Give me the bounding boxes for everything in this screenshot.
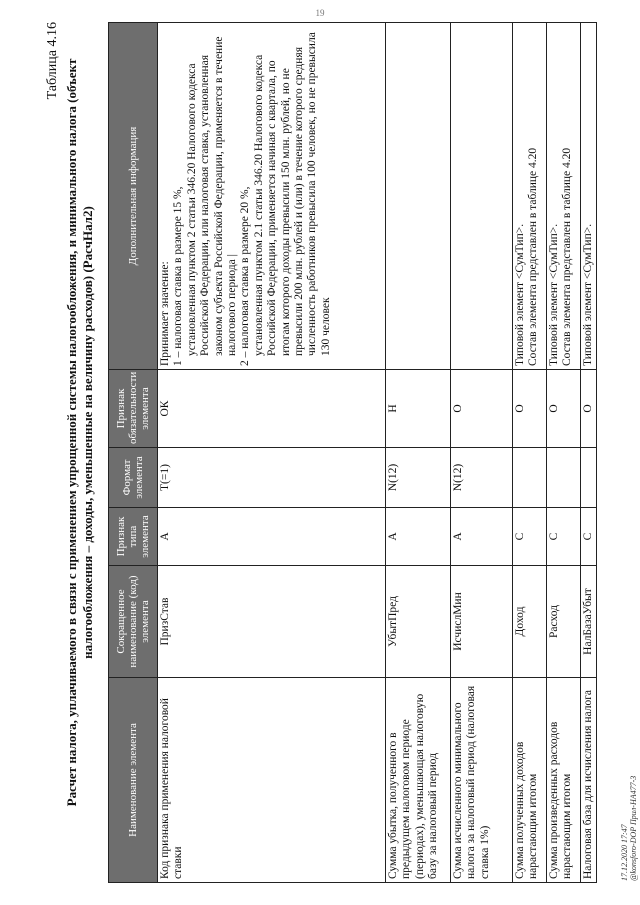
page-number: 19 — [315, 8, 325, 18]
cell-type: А — [386, 508, 451, 566]
cell-required: Н — [386, 370, 451, 448]
cell-type: С — [581, 508, 597, 566]
cell-info — [581, 23, 597, 370]
header-required: Признак обязательности элемента — [109, 370, 158, 448]
cell-code: ПризСтав — [158, 566, 386, 678]
table-title: Расчет налога, уплачиваемого в связи с применением упрощенной системы налогообложения, и минимального налога (объект налогообложения – доходы, уменьшенные на величину расходов) (РасчНал2) — [64, 58, 95, 807]
cell-code: ИсчислМин — [451, 566, 513, 678]
info-line: Состав элемента представлен в таблице 4.20 — [527, 147, 540, 366]
header-code: Сокращенное наименование (код) элемента — [109, 566, 158, 678]
cell-format — [547, 448, 581, 508]
cell-required: О — [581, 370, 597, 448]
cell-code: Доход — [513, 566, 547, 678]
table-row — [386, 23, 451, 883]
cell-info — [513, 23, 547, 370]
cell-type: С — [513, 508, 547, 566]
table-row — [451, 23, 513, 883]
table-row — [158, 23, 386, 883]
cell-name: Сумма исчисленного минимального налога за налоговый период (налоговая ставка 1%) — [451, 678, 513, 883]
cell-info — [386, 23, 451, 370]
cell-required: ОК — [158, 370, 386, 448]
cell-name: Сумма произведенных расходов нарастающим итогом — [547, 678, 581, 883]
footer-stamp: @konsforo-DOP Прил-НА477-3 — [629, 775, 638, 881]
cell-name: Код признака применения налоговой ставки — [158, 678, 386, 883]
cell-info — [158, 23, 386, 370]
table-row — [547, 23, 581, 883]
cell-type: А — [158, 508, 386, 566]
cell-format: T(=1) — [158, 448, 386, 508]
cell-code: Расход — [547, 566, 581, 678]
table-row — [581, 23, 597, 883]
info-line: Типовой элемент <СумТип>. — [548, 223, 560, 366]
cell-required: О — [451, 370, 513, 448]
info-line: Типовой элемент <СумТип>. — [514, 223, 526, 366]
table-number: Таблица 4.16 — [45, 22, 60, 100]
cell-format — [581, 448, 597, 508]
cell-info — [547, 23, 581, 370]
header-format: Формат элемента — [109, 448, 158, 508]
cell-name: Сумма убытка, полученного в предыдущем налоговом периоде (периодах), уменьшающая налоговую базу за налоговый период — [386, 678, 451, 883]
cell-info — [451, 23, 513, 370]
header-name: Наименование элемента — [109, 678, 158, 883]
footer-timestamp: 17.12.2020 17:47 — [620, 824, 629, 881]
info-line: 2 – налоговая ставка в размере 20 %, — [239, 186, 252, 366]
cell-format — [513, 448, 547, 508]
cell-format: N(12) — [451, 448, 513, 508]
cell-name: Налоговая база для исчисления налога — [581, 678, 597, 883]
cell-code: УбытПред — [386, 566, 451, 678]
info-line: 1 – налоговая ставка в размере 15 %, — [172, 186, 185, 366]
cell-name: Сумма полученных доходов нарастающим итогом — [513, 678, 547, 883]
cell-type: С — [547, 508, 581, 566]
cell-type: А — [451, 508, 513, 566]
table-header-row — [109, 23, 158, 883]
header-info: Дополнительная информация — [109, 23, 158, 370]
cell-format: N(12) — [386, 448, 451, 508]
info-line: установленная пунктом 2 статьи 346.20 Налогового кодекса Российской Федерации, или налоговая ставка, установленная законом субъекта Российской Федерации, применяется в течение налогового периода | — [185, 36, 239, 356]
table-row — [513, 23, 547, 883]
cell-required: О — [513, 370, 547, 448]
cell-code: НалБазаУбыт — [581, 566, 597, 678]
header-type: Признак типа элемента — [109, 508, 158, 566]
info-line: Типовой элемент <СумТип>. — [582, 223, 594, 366]
elements-table — [108, 22, 597, 883]
info-line: установленная пунктом 2.1 статьи 346.20 Налогового кодекса Российской Федерации, применяется начиная с квартала, по итогам которого доходы превысили 150 млн. рублей, но не превысили 200 млн. рублей и (или) в течение которого средняя численность работников превысила 100 человек, но не превысила 130 человек — [252, 32, 332, 356]
cell-required: О — [547, 370, 581, 448]
info-line: Состав элемента представлен в таблице 4.20 — [561, 147, 574, 366]
info-line: Принимает значение: — [159, 261, 171, 366]
document-footer — [620, 776, 638, 881]
